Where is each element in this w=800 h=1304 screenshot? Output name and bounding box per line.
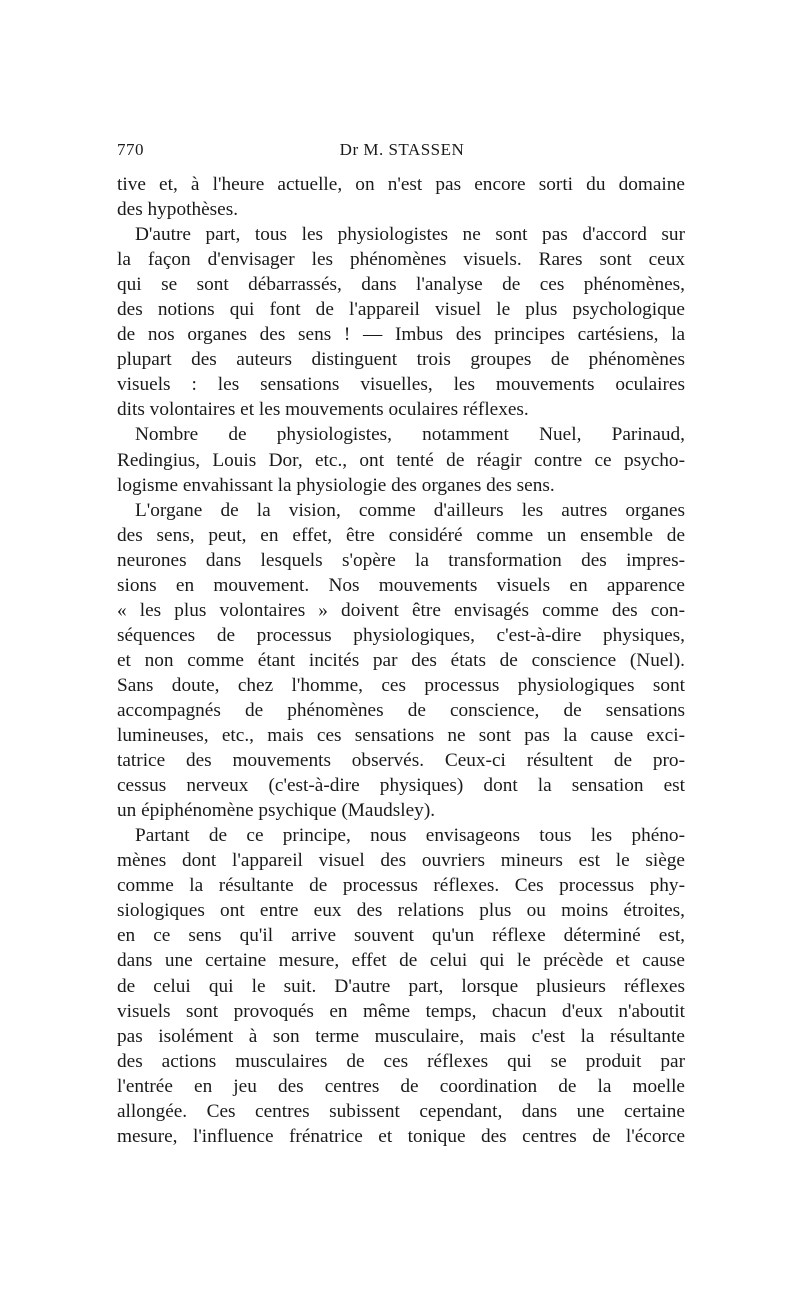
- text-line: de celui qui le suit. D'autre part, lorsque plusieurs réflexes: [117, 975, 685, 997]
- text-line: qui se sont débarrassés, dans l'analyse de ces phénomènes,: [117, 274, 685, 296]
- text-line: des actions musculaires de ces réflexes qui se produit par: [117, 1050, 685, 1072]
- text-line: plupart des auteurs distinguent trois groupes de phénomènes: [117, 349, 685, 371]
- text-line: Nombre de physiologistes, notamment Nuel, Parinaud,: [135, 424, 685, 446]
- text-line: mesure, l'influence frénatrice et tonique des centres de l'écorce: [117, 1125, 685, 1147]
- text-line: Sans doute, chez l'homme, ces processus physiologiques sont: [117, 674, 685, 696]
- body-text: [117, 172, 685, 1149]
- text-line: visuels : les sensations visuelles, les mouvements oculaires: [117, 374, 685, 396]
- text-line: de nos organes des sens ! — Imbus des principes cartésiens, la: [117, 324, 685, 346]
- text-line: logisme envahissant la physiologie des organes des sens.: [117, 474, 555, 496]
- running-title: Dr M. STASSEN: [339, 140, 465, 159]
- text-line: l'entrée en jeu des centres de coordination de la moelle: [117, 1075, 685, 1097]
- text-line: la façon d'envisager les phénomènes visuels. Rares sont ceux: [117, 249, 685, 271]
- text-line: tatrice des mouvements observés. Ceux-ci résultent de pro-: [117, 750, 685, 772]
- text-line: dits volontaires et les mouvements oculaires réflexes.: [117, 399, 529, 421]
- text-line: comme la résultante de processus réflexes. Ces processus phy-: [117, 875, 685, 897]
- text-line: des hypothèses.: [117, 199, 239, 221]
- text-line: « les plus volontaires » doivent être envisagés comme des con-: [117, 599, 685, 621]
- text-line: mènes dont l'appareil visuel des ouvriers mineurs est le siège: [117, 850, 685, 872]
- paragraph: [117, 172, 685, 222]
- text-line: séquences de processus physiologiques, c'est-à-dire physiques,: [117, 624, 685, 646]
- text-line: un épiphénomène psychique (Maudsley).: [117, 800, 436, 822]
- text-line: en ce sens qu'il arrive souvent qu'un réflexe déterminé est,: [117, 925, 685, 947]
- text-line: tive et, à l'heure actuelle, on n'est pas encore sorti du domaine: [117, 174, 685, 195]
- text-line: Partant de ce principe, nous envisageons tous les phéno-: [135, 825, 685, 847]
- text-line: lumineuses, etc., mais ces sensations ne sont pas la cause exci-: [117, 725, 685, 747]
- text-line: visuels sont provoqués en même temps, chacun d'eux n'aboutit: [117, 1000, 685, 1022]
- text-line: dans une certaine mesure, effet de celui qui le précède et cause: [117, 950, 685, 972]
- text-line: allongée. Ces centres subissent cependant, dans une certaine: [117, 1100, 685, 1122]
- text-line: cessus nerveux (c'est-à-dire physiques) dont la sensation est: [117, 775, 685, 797]
- paragraph: [117, 422, 685, 497]
- text-line: L'organe de la vision, comme d'ailleurs les autres organes: [135, 499, 685, 521]
- text-line: des notions qui font de l'appareil visuel le plus psychologique: [117, 299, 685, 321]
- paragraph: [117, 498, 685, 824]
- text-line: D'autre part, tous les physiologistes ne sont pas d'accord sur: [135, 224, 685, 246]
- page-number: 770: [117, 140, 144, 159]
- text-line: et non comme étant incités par des états de conscience (Nuel).: [117, 649, 685, 671]
- text-line: neurones dans lesquels s'opère la transformation des impres-: [117, 549, 685, 571]
- paragraph: [117, 823, 685, 1149]
- running-head: [117, 136, 687, 164]
- text-line: des sens, peut, en effet, être considéré comme un ensemble de: [117, 524, 685, 546]
- text-line: pas isolément à son terme musculaire, mais c'est la résultante: [117, 1025, 685, 1047]
- text-line: siologiques ont entre eux des relations plus ou moins étroites,: [117, 900, 685, 922]
- text-line: sions en mouvement. Nos mouvements visuels en apparence: [117, 574, 685, 596]
- paragraph: [117, 222, 685, 422]
- text-line: Redingius, Louis Dor, etc., ont tenté de réagir contre ce psycho-: [117, 449, 685, 471]
- text-line: accompagnés de phénomènes de conscience, de sensations: [117, 699, 685, 721]
